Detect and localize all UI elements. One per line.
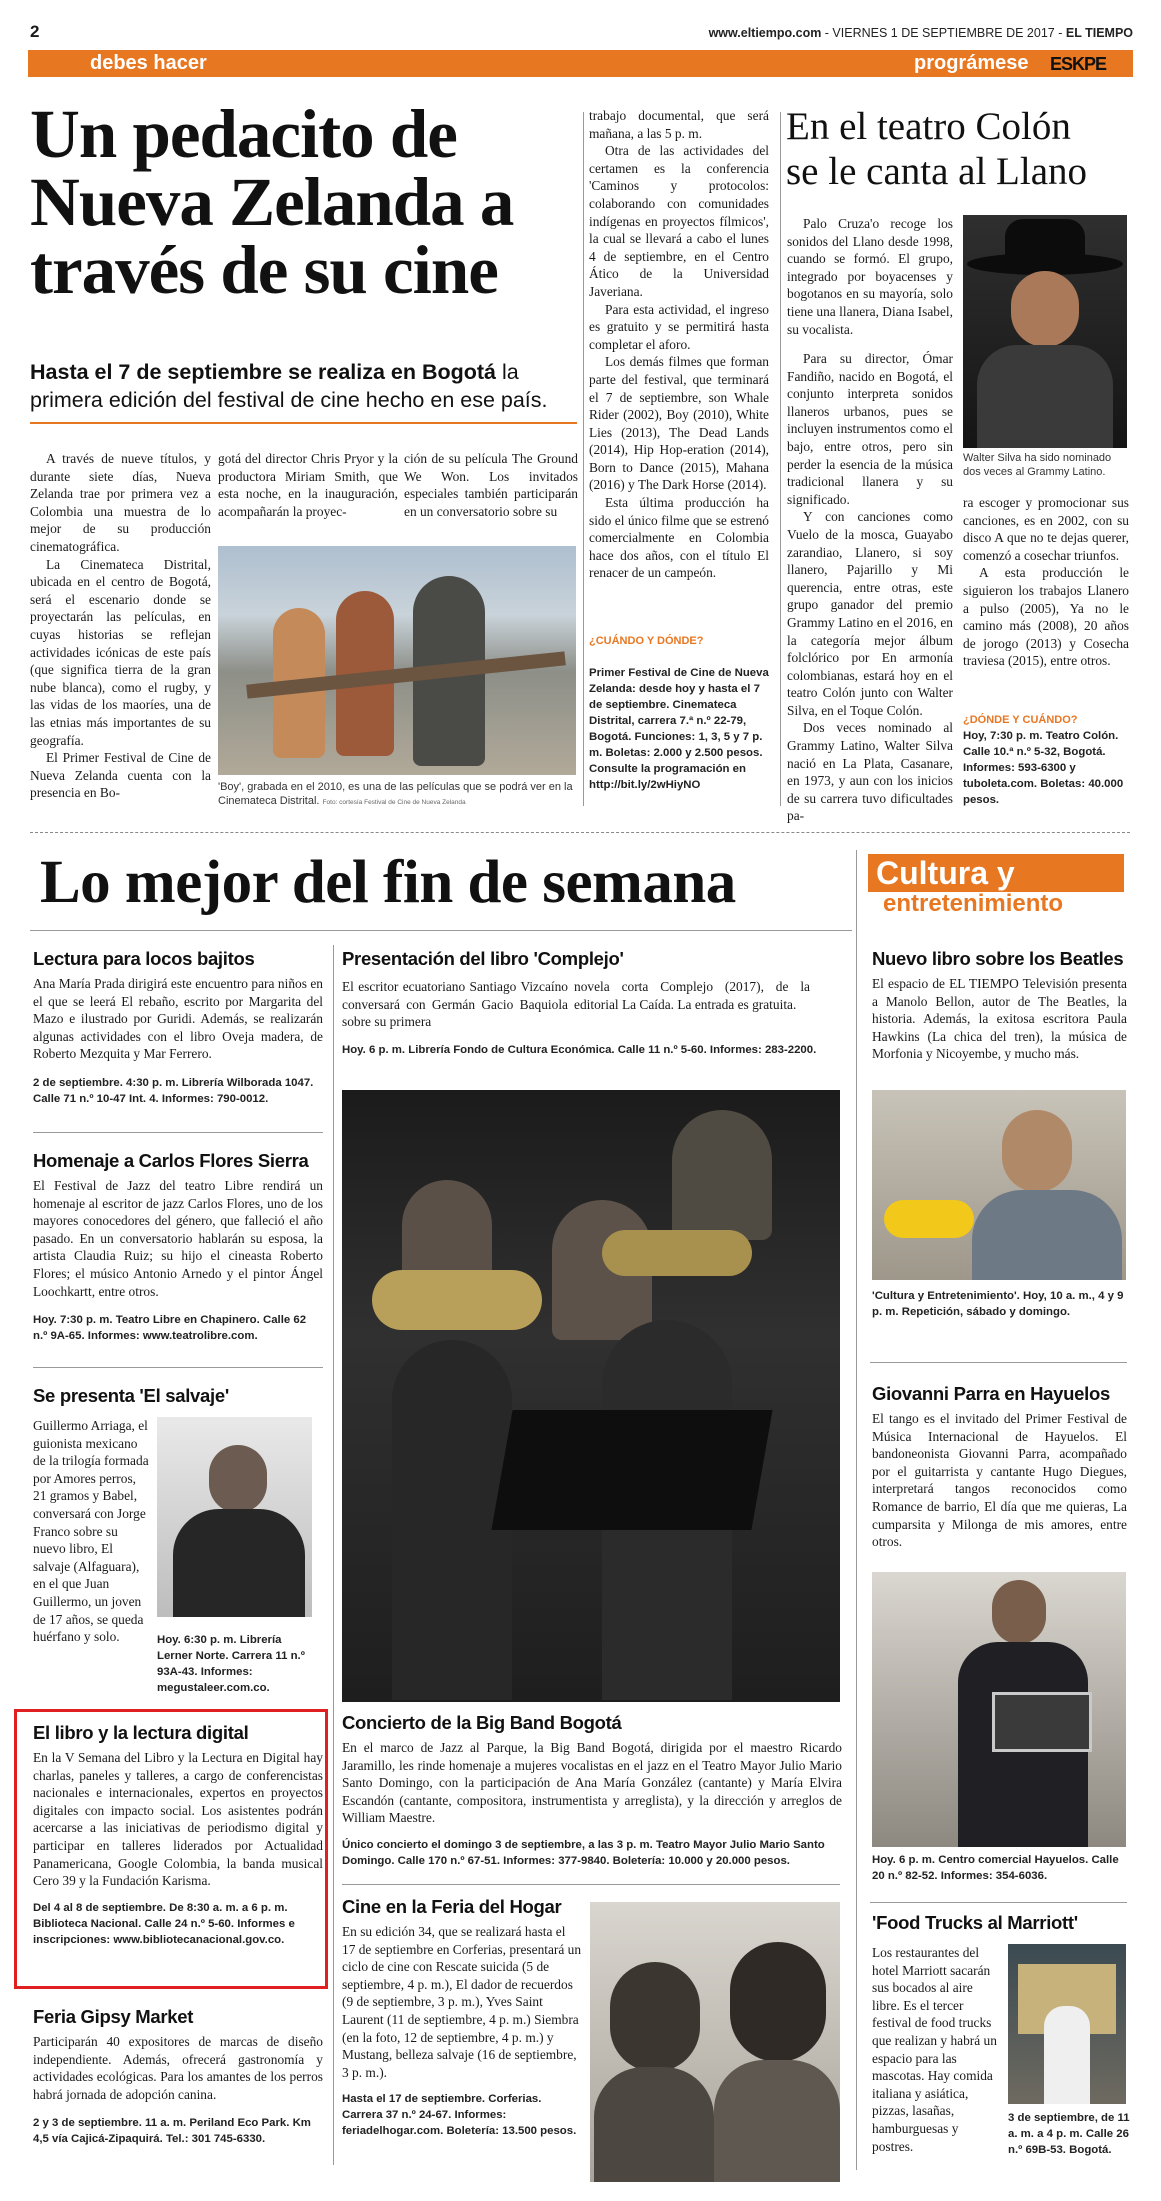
libro-body: En la V Semana del Libro y la Lectura en Digital hay charlas, paneles y talleres, a cargo de conferencistas nacionales e internacionales, expertos en proyectos digitales con impacto social. Los asistentes podrán acercarse a las iniciativas de periodismo digital y participar en talleres liderados por Actualidad Panamericana, Google Colombia, la banda musical Cero 39 y la Fundación Karisma. <box>33 1750 323 1889</box>
photo-shirt <box>977 345 1113 448</box>
masthead-line <box>709 26 1133 40</box>
colon-info-box-text: Hoy, 7:30 p. m. Teatro Colón. Calle 10.ª n.º 5-32, Bogotá. Informes: 593-6300 y tuboleta.com. Boletas: 40.000 pesos. <box>963 730 1124 806</box>
item-libro <box>33 1722 323 1948</box>
nz-headline <box>30 96 590 308</box>
nz-col4-p1: trabajo documental, que será mañana, a las 5 p. m. <box>589 108 769 141</box>
site-url: www.eltiempo.com <box>708 26 822 40</box>
colon-col1-p3: Y con canciones como Vuelo de la mosca, Guayabo zarandiao, Llanero, si soy llanero, Pajarillo y Mi querencia, entre otras, este grupo ganador del premio Grammy Latino en el 2016, en la categoría mejor álbum folclórico por En armonía colombianas, estará hoy en el teatro Colón junto con Walter Silva, en el Toque Colón. <box>787 509 953 718</box>
colon-col1-p1: Palo Cruza'o recoge los sonidos del Llano desde 1998, cuando se formó. El grupo, integrado por boyacenses y bogotanos en su mayoría, solo tiene una llanera, Diana Isabel, su vocalista. <box>787 216 953 337</box>
bigband-photo <box>342 1090 840 1702</box>
photo-parra-head <box>992 1580 1046 1644</box>
gipsy-info: 2 y 3 de septiembre. 11 a. m. Periland Eco Park. Km 4,5 vía Cajicá-Zipaquirá. Tel.: 301 745-6330. <box>33 2117 311 2146</box>
cultura-title: Cultura y <box>868 854 1124 892</box>
weekend-right-divider <box>856 850 857 2170</box>
item-complejo <box>342 948 842 970</box>
cultura-banner <box>868 854 1124 916</box>
nz-photo-caption-text: 'Boy', grabada en el 2010, es una de las películas que se podrá ver en la Cinemateca Distrital. <box>218 781 573 807</box>
walter-silva-photo <box>963 215 1127 448</box>
photo-music-stand <box>491 1410 772 1530</box>
divider-flores <box>33 1367 323 1368</box>
nz-info-box <box>589 635 769 793</box>
divider-parra <box>870 1902 1127 1903</box>
colon-headline-line-1: En el teatro Colón <box>786 105 1071 148</box>
salvaje-heading: Se presenta 'El salvaje' <box>33 1385 229 1406</box>
photo-head <box>209 1445 267 1513</box>
issue-date: - VIERNES 1 DE SEPTIEMBRE DE 2017 - <box>821 26 1066 40</box>
lectura-info: 2 de septiembre. 4:30 p. m. Librería Wilborada 1047. Calle 71 n.º 10-47 Int. 4. Informes: 790-0012. <box>33 1076 314 1105</box>
weekend-headline: Lo mejor del fin de semana <box>40 849 736 916</box>
colon-info-box <box>963 714 1129 808</box>
colon-column-2 <box>963 494 1129 670</box>
photo-elder-body <box>714 2060 840 2182</box>
section-separator <box>30 832 1130 833</box>
nz-column-4 <box>589 107 769 582</box>
food-body: Los restaurantes del hotel Marriott sacarán sus bocados al aire libre. Es el tercer festival de food trucks que realizan y habrá un espacio para las mascotas. Hay comida italiana y asiática, pizzas, lasañas, hamburguesas y postres. <box>872 1945 997 2154</box>
complejo-info: Hoy. 6 p. m. Librería Fondo de Cultura Económica. Calle 11 n.º 5-60. Informes: 283-2200. <box>342 1044 817 1056</box>
colon-column-1b <box>787 350 953 825</box>
food-info: 3 de septiembre, de 11 a. m. a 4 p. m. Calle 26 n.º 69B-53. Bogotá. <box>1008 2112 1130 2156</box>
photo-bandoneon <box>992 1692 1092 1752</box>
flores-info: Hoy. 7:30 p. m. Teatro Libre en Chapinero. Calle 62 n.º 9A-65. Informes: www.teatrolibre.com. <box>33 1314 307 1343</box>
feria-info: Hasta el 17 de septiembre. Corferias. Carrera 37 n.º 24-67. Informes: feriadelhogar.com. Boletería: 13.500 pesos. <box>342 2093 577 2138</box>
photo-child-face <box>610 1962 700 2072</box>
item-food <box>872 1912 1127 1934</box>
colon-col2-p1: ra escoger y promocionar sus canciones, es en 2002, con su disco A que no te dejas querer, comenzó a cosechar triunfos. <box>963 495 1129 563</box>
flores-body: El Festival de Jazz del teatro Libre rendirá un homenaje al escritor de jazz Carlos Flores, uno de los mayores conocedores del género, que falleció el año pasado. En un conversatorio hablarán su esposa, la artista Claudia Ruiz; su hijo el cineasta Roberto Flores; el músico Antonio Arnedo y el pintor Ángel Loochkartt, entre otros. <box>33 1178 323 1299</box>
colon-column-divider <box>780 112 781 806</box>
photo-brass <box>372 1270 542 1330</box>
nz-col3-p1: ción de su película The Ground We Won. Los invitados especiales también participarán en un conversatorio sobre su <box>404 451 578 519</box>
nz-column-3 <box>404 450 578 520</box>
beatles-info: 'Cultura y Entretenimiento'. Hoy, 10 a. m., 4 y 9 p. m. Repetición, sábado y domingo. <box>872 1290 1124 1318</box>
foodtruck-photo <box>1008 1944 1126 2104</box>
item-feria <box>342 1896 582 2139</box>
parra-photo <box>872 1572 1126 1847</box>
nz-col4-p4: Los demás filmes que forman parte del festival, que terminará el 7 de septiembre, son Whale Rider (2002), Boy (2010), White Lies (2013), The Dead Lands (2014), Hip Hop-eration (2014), Born to Dance (2015), Mahana (2016) y The Dark Horse (2014). <box>589 354 769 493</box>
nz-film-photo <box>218 546 576 775</box>
photo-body <box>173 1509 305 1617</box>
nz-dek-bold: Hasta el 7 de septiembre se realiza en Bogotá <box>30 360 497 384</box>
colon-col1-p2: Para su director, Ómar Fandiño, nacido en Bogotá, el conjunto interpreta sonidos llaneros urbanos, pues se incluyen instrumentos como el bajo, entre otros, pero sin perder la esencia de la música tradicional llanera y su significado. <box>787 351 953 507</box>
nz-col4-p2: Otra de las actividades del certamen es la conferencia 'Caminos y protocolos: colaborando con comunidades indígenas en proyectos fílmicos', la cual se llevará a cabo el lunes 4 de septiembre, en el Centro Ático de la Universidad Javeriana. <box>589 143 769 299</box>
libro-info: Del 4 al 8 de septiembre. De 8:30 a. m. a 6 p. m. Biblioteca Nacional. Calle 24 n.º 5-60. Informes e inscripciones: www.bibliotecanacional.gov.co. <box>33 1901 295 1946</box>
parra-info: Hoy. 6 p. m. Centro comercial Hayuelos. Calle 20 n.º 82-52. Informes: 354-6036. <box>872 1854 1119 1882</box>
cultura-subtitle: entretenimiento <box>883 890 1064 917</box>
divider-lectura <box>33 1132 323 1133</box>
item-flores <box>33 1150 323 1344</box>
colon-headline-line-2: se le canta al Llano <box>786 150 1088 193</box>
colon-photo-caption: Walter Silva ha sido nominado dos veces al Grammy Latino. <box>963 452 1112 478</box>
complejo-heading: Presentación del libro 'Complejo' <box>342 948 624 969</box>
feria-body: En su edición 34, que se realizará hasta el 17 de septiembre en Corferias, presentará un ciclo de cine con Rescate suicida (5 de septiembre, 4 p. m.), El dador de recuerdos (9 de septiembre, 3 p. m.), Yves Saint Laurent (11 de septiembre, 4 p. m.) Siembra (en la foto, 12 de septiembre, 4 p. m.) y Mustang, belleza salvaje (16 de septiembre, 3 p. m.). <box>342 1924 582 2080</box>
bigband-heading: Concierto de la Big Band Bogotá <box>342 1712 622 1733</box>
nz-column-1 <box>30 450 211 802</box>
beatles-body: El espacio de EL TIEMPO Televisión presenta a Manolo Bellon, autor de The Beatles, la historia. Además, la exitosa escritora Paula Hawkins (La chica del tren), la música de Morfonia y Nicoyembe, y mucho más. <box>872 976 1127 1062</box>
photo-hat-crown <box>1005 219 1085 263</box>
photo-brass-2 <box>602 1230 752 1276</box>
feria-heading: Cine en la Feria del Hogar <box>342 1896 562 1917</box>
bellon-photo <box>872 1090 1126 1280</box>
colon-column-1a <box>787 215 953 338</box>
nz-dek-underline <box>30 422 577 424</box>
beatles-heading: Nuevo libro sobre los Beatles <box>872 948 1124 969</box>
photo-bellon-head <box>1002 1110 1072 1192</box>
item-lectura <box>33 948 323 1107</box>
complejo-body-1: El escritor ecuatoriano Santiago Vizcaíno conversará con Germán Gacio Baquiola sobre su primera <box>342 979 568 1030</box>
colon-headline <box>786 104 1136 194</box>
photo-elder-face <box>730 1942 826 2062</box>
food-heading: 'Food Trucks al Marriott' <box>872 1912 1078 1933</box>
nz-col1-p1: A través de nueve títulos, y durante siete días, Nueva Zelanda trae por primera vez a Colombia una muestra de lo mejor de su producción cinematográfica. <box>30 451 211 554</box>
item-beatles <box>872 948 1127 1063</box>
section-left-label: debes hacer <box>82 50 215 77</box>
item-parra <box>872 1383 1127 1551</box>
photo-child-body <box>594 2067 714 2182</box>
nz-photo-credit: Foto: cortesía Festival de Cine de Nueva Zelanda <box>322 799 466 806</box>
logo-text: ESKPE <box>1050 54 1107 74</box>
colon-col1-p4: Dos veces nominado al Grammy Latino, Walter Silva nació en La Plata, Casanare, en 1973, y aun con los inicios de su carrera tuvo dificultades pa- <box>787 720 953 824</box>
section-right-label: prográmese <box>914 52 1029 74</box>
libro-heading: El libro y la lectura digital <box>33 1722 249 1743</box>
weekend-headline-rule <box>30 930 852 931</box>
nz-col4-p5: Esta última producción ha sido el único filme que se estrenó comercialmente en Colombia hace dos años, con el título El renacer de un campeón. <box>589 495 769 581</box>
nz-photo-caption <box>218 780 578 810</box>
siembra-photo <box>590 1902 840 2182</box>
lectura-heading: Lectura para locos bajitos <box>33 948 255 969</box>
photo-yellow-submarine <box>884 1200 974 1238</box>
photo-musician-2 <box>672 1110 772 1240</box>
photo-chef <box>1044 2006 1090 2104</box>
paper-name: EL TIEMPO <box>1065 26 1133 40</box>
item-salvaje <box>33 1385 323 1407</box>
nz-col1-p2: La Cinemateca Distrital, ubicada en el centro de Bogotá, será el escenario donde se proyectarán las películas, en cuyas historias se reflejan actividades icónicas de este país (que significa tierra de la gran nube blanca), como el rugby, y las vidas de los maoríes, una de las etnias más importantes de su geografía. <box>30 556 211 748</box>
divider-beatles <box>870 1362 1127 1363</box>
eskpe-logo <box>1050 49 1132 79</box>
item-bigband <box>342 1712 842 1869</box>
column-divider-a <box>333 945 334 2165</box>
salvaje-info: Hoy. 6:30 p. m. Librería Lerner Norte. Carrera 11 n.º 93A-43. Informes: megustaleer.com.co. <box>157 1634 305 1694</box>
photo-bellon-body <box>972 1190 1122 1280</box>
parra-heading: Giovanni Parra en Hayuelos <box>872 1383 1110 1404</box>
nz-dek-rest: la primera edición del festival de cine hecho en ese país. <box>30 360 548 412</box>
nz-col4-p3: Para esta actividad, el ingreso es gratuito y se permitirá hasta completar el aforo. <box>589 301 769 352</box>
item-gipsy <box>33 2006 323 2147</box>
arriaga-photo <box>157 1417 312 1617</box>
colon-col2-p2: A esta producción le siguieron los trabajos Llanero a pulso (2005), Ya no le camino más (2008), 20 años de jorogo (2013) y Cosecha traviesa (2015), entre otros. <box>963 565 1129 669</box>
colon-info-box-title: ¿DÓNDE Y CUÁNDO? <box>963 714 1078 726</box>
flores-heading: Homenaje a Carlos Flores Sierra <box>33 1150 309 1171</box>
page-number: 2 <box>30 22 40 41</box>
nz-info-box-title: ¿CUÁNDO Y DÓNDE? <box>589 635 704 647</box>
nz-headline-line-1: Un pedacito de <box>30 96 457 172</box>
nz-col1-p3: El Primer Festival de Cine de Nueva Zelanda cuenta con la presencia en Bo- <box>30 750 211 801</box>
nz-dek <box>30 358 590 414</box>
complejo-body-2: novela corta Complejo (2017), de la editorial La Caída. La entrada es gratuita. <box>574 979 810 1012</box>
nz-info-box-text: Primer Festival de Cine de Nueva Zelanda: desde hoy y hasta el 7 de septiembre. Cinemateca Distrital, carrera 7.ª n.º 22-79, Bogotá. Funciones: 1, 3, 5 y 7 p. m. Boletas: 2.000 y 2.500 pesos. Consulte la programación en http://bit.ly/2wHiyNO <box>589 667 769 791</box>
nz-headline-line-2: Nueva Zelanda a <box>30 164 514 240</box>
nz-col2-p1: gotá del director Chris Pryor y la productora Miriam Smith, que esta noche, en la inauguración, acompañarán la proyec- <box>218 451 398 519</box>
salvaje-body: Guillermo Arriaga, el guionista mexicano de la trilogía formada por Amores perros, 21 gramos y Babel, conversará con Jorge Franco sobre su nuevo libro, El salvaje (Alfaguara), en el que Juan Guillermo, un joven de 17 años, se queda huérfano y solo. <box>33 1418 149 1645</box>
nz-headline-line-3: través de su cine <box>30 232 498 308</box>
nz-column-2 <box>218 450 398 520</box>
parra-body: El tango es el invitado del Primer Festival de Música Internacional de Hayuelos. El bandoneonista Giovanni Parra, acompañado por el guitarrista y cantante Hugo Diegues, interpretará tangos reconocidos como Romance de barrio, El día que me quieras, La cumparsita y Milonga de mis amores, entre otros. <box>872 1411 1127 1550</box>
photo-face <box>1011 271 1079 347</box>
lectura-body: Ana María Prada dirigirá este encuentro para niños en el que se leerá El rebaño, escrito por Margarita del Mazo e ilustrado por Guridi. Además, se realizarán algunas actividades con el libro Oveja madera, de Roberto Mezquita y Mar Ferrero. <box>33 976 323 1062</box>
bigband-info: Único concierto el domingo 3 de septiembre, a las 3 p. m. Teatro Mayor Julio Mario Santo Domingo. Calle 170 n.º 67-51. Informes: 377-9840. Boletería: 10.000 y 20.000 pesos. <box>342 1838 825 1867</box>
nz-column-divider <box>583 112 584 806</box>
gipsy-heading: Feria Gipsy Market <box>33 2006 194 2027</box>
bigband-body: En el marco de Jazz al Parque, la Big Band Bogotá, dirigida por el maestro Ricardo Jaramillo, les rinde homenaje a mujeres vocalistas en el jazz en el Teatro Mayor Julio Mario Santo Domingo, con la participación de Ana María González (cantante) y María Elvira Escandón (cantante, compositora, instrumentista y arreglista), y la dirección y arreglos de William Maestre. <box>342 1740 842 1826</box>
gipsy-body: Participarán 40 expositores de marcas de diseño independiente. Además, ofrecerá gastronomía y actividades ecológicas. Para los amantes de los perros habrá jornada de adopción canina. <box>33 2034 323 2102</box>
divider-bigband <box>342 1884 840 1885</box>
